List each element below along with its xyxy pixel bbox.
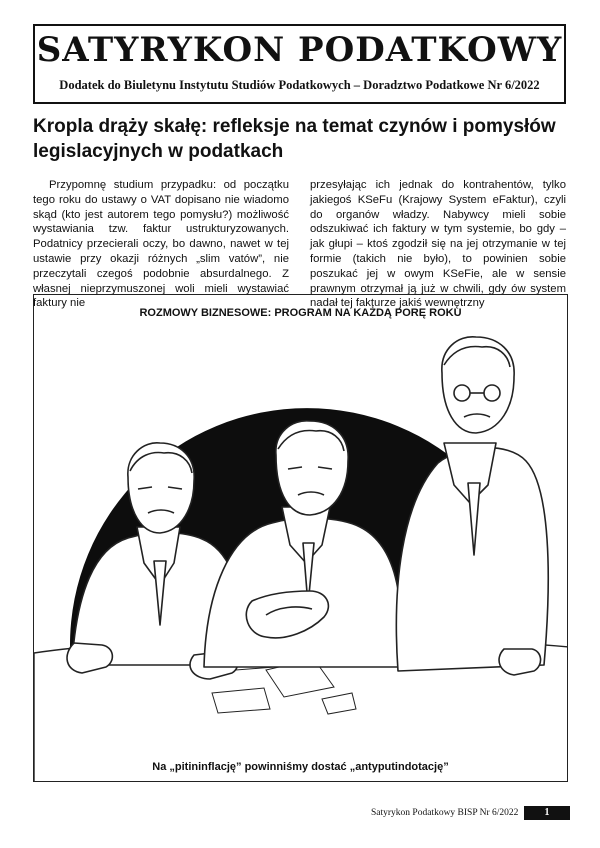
article-headline: Kropla drąży skałę: refleksje na temat czynów i pomysłów legislacyjnych w podatkach <box>33 116 556 162</box>
article-column-left: Przypomnę studium przypadku: od początku tego roku do ustawy o VAT dopisano nie wiadomo skąd (kto jest autorem tego pomysłu?) możliwość wystawiania tzw. faktur ustrukturyzowanych. Podatnicy przecierali oczy, bo dawno, nawet w tej ustawie przy okazji różnych „slim vatów”, nie przeczytali czegoś podobnie absurdalnego. Z własnej nieprzymuszonej woli mieli wystawiać faktury nie <box>33 179 289 310</box>
masthead-title: SATYRYKON PODATKOWY <box>36 30 563 70</box>
cartoon-title: ROZMOWY BIZNESOWE: PROGRAM NA KAŻDĄ PORĘ ROKU <box>139 307 462 319</box>
cartoon-caption: Na „pitininflację” powinniśmy dostać „antyputindotację” <box>152 761 449 773</box>
masthead <box>33 24 566 104</box>
cartoon-figure-right <box>396 337 548 675</box>
page-number: 1 <box>524 806 570 820</box>
cartoon-illustration <box>34 295 568 782</box>
cartoon-frame <box>33 294 568 782</box>
masthead-subtitle: Dodatek do Biuletynu Instytutu Studiów Podatkowych – Doradztwo Podatkowe Nr 6/2022 <box>59 78 540 92</box>
footer-text: Satyrykon Podatkowy BISP Nr 6/2022 <box>371 808 519 818</box>
article-column-right: przesyłając ich jednak do kontrahentów, tylko jakiegoś KSeFu (Krajowy System eFaktur), czyli do organów władzy. Nabywcy mieli sobie odszukiwać ich faktury w tym systemie, bo gdy – jak głupi – ktoś zgodził się na jej otrzymanie w tej formie (takich nie było), to powinien sobie poszukać jej w owym KSeFie, ale w sensie prawnym otrzymał ją już w chwili, gdy ów system nadał tej fakturze jakiś wewnętrzny <box>310 179 566 310</box>
